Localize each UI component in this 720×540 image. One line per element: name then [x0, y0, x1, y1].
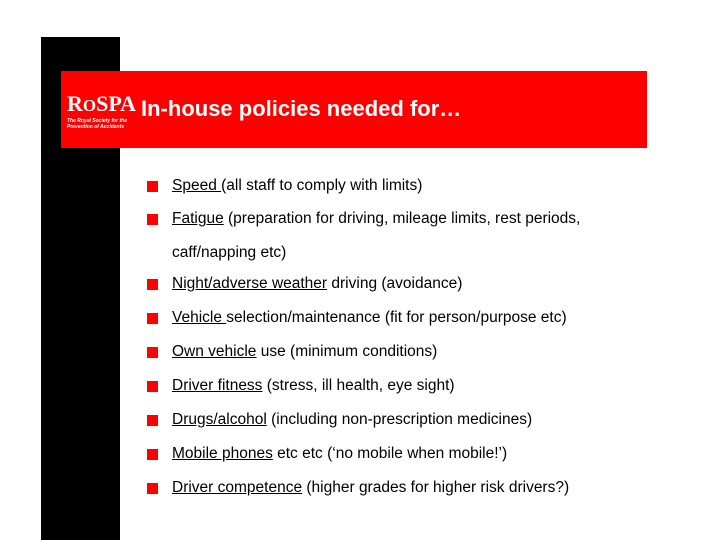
- list-item: [147, 478, 569, 498]
- bullet-term: Night/adverse weather: [172, 275, 328, 292]
- bullet-term: Vehicle: [172, 309, 227, 326]
- bullet-term: Own vehicle: [172, 343, 257, 360]
- list-item: [147, 444, 507, 464]
- bullet-text: (preparation for driving, mileage limits, rest periods,: [223, 210, 581, 227]
- logo-wordmark: [67, 91, 137, 117]
- bullet-term: Speed: [172, 177, 222, 194]
- bullet-square-icon: [147, 449, 158, 460]
- logo-tagline: The Royal Society for the Prevention of Accidents: [67, 118, 128, 130]
- bullet-text: (including non-prescription medicines): [266, 411, 533, 428]
- slide-title: In-house policies needed for…: [141, 96, 462, 121]
- list-item: [147, 410, 532, 430]
- list-item: [147, 209, 580, 263]
- list-item: [147, 176, 422, 196]
- logo-letters-spa: SPA: [96, 91, 137, 116]
- bullet-term: Driver competence: [172, 479, 303, 496]
- bullet-text: selection/maintenance (fit for person/purpose etc): [226, 309, 567, 326]
- bullet-text: etc etc (‘no mobile when mobile!’): [272, 445, 508, 462]
- rospa-logo: [67, 91, 137, 131]
- bullet-term: Driver fitness: [172, 377, 263, 394]
- logo-letter-o: O: [82, 96, 97, 115]
- bullet-square-icon: [147, 381, 158, 392]
- bullet-square-icon: [147, 279, 158, 290]
- logo-letter-r: R: [67, 91, 83, 116]
- bullet-text: driving (avoidance): [327, 275, 463, 292]
- list-item: [147, 274, 462, 294]
- bullet-text: (higher grades for higher risk drivers?): [302, 479, 570, 496]
- bullet-term: Mobile phones: [172, 445, 273, 462]
- bullet-term: Fatigue: [172, 210, 224, 227]
- bullet-square-icon: [147, 483, 158, 494]
- bullet-square-icon: [147, 313, 158, 324]
- bullet-continuation: caff/napping etc): [172, 244, 287, 261]
- bullet-square-icon: [147, 415, 158, 426]
- bullet-text: (stress, ill health, eye sight): [262, 377, 455, 394]
- bullet-term: Drugs/alcohol: [172, 411, 267, 428]
- list-item: [147, 308, 567, 328]
- bullet-text: (all staff to comply with limits): [221, 177, 423, 194]
- bullet-square-icon: [147, 181, 158, 192]
- list-item: [147, 376, 455, 396]
- list-item: [147, 342, 437, 362]
- bullet-text: use (minimum conditions): [256, 343, 438, 360]
- bullet-square-icon: [147, 347, 158, 358]
- bullet-square-icon: [147, 214, 158, 225]
